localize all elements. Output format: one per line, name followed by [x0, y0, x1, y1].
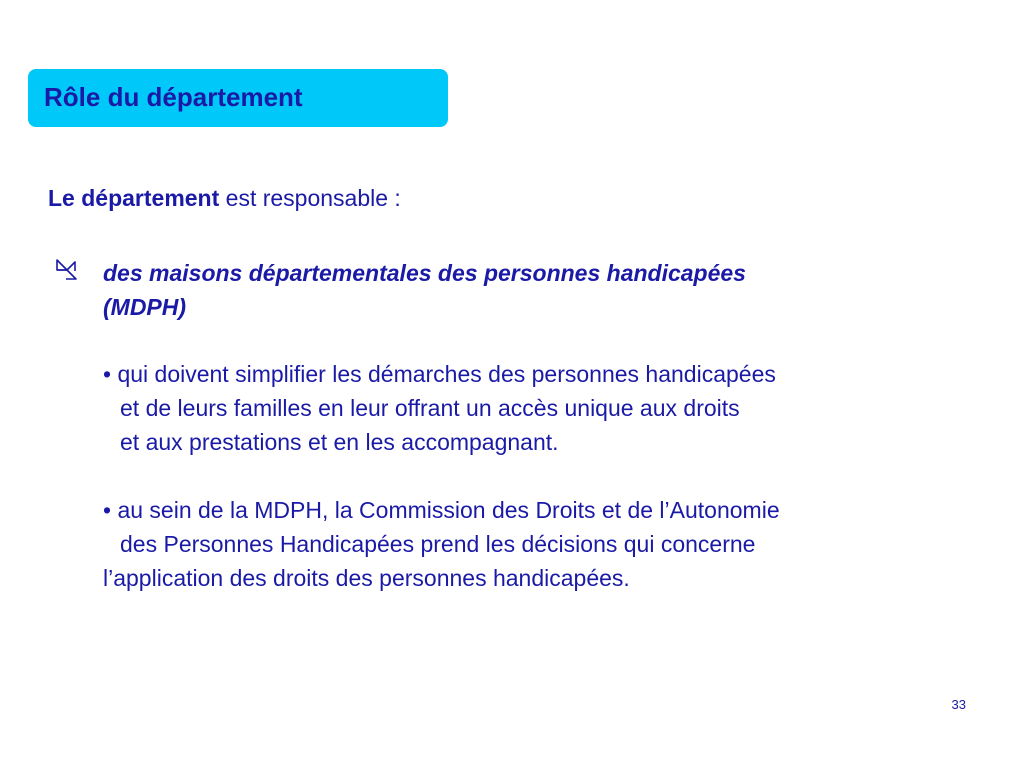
mdph-line-1: des maisons départementales des personnes handicapées	[103, 260, 746, 286]
page-number: 33	[951, 697, 966, 712]
bullet-simplify-line-3: et aux prestations et en les accompagnant.	[120, 429, 559, 455]
bullet-commission-line-1: • au sein de la MDPH, la Commission des Droits et de l’Autonomie	[103, 497, 780, 523]
bullet-simplify	[103, 357, 776, 459]
bullet-simplify-line-2: et de leurs familles en leur offrant un accès unique aux droits	[120, 395, 740, 421]
bullet-simplify-line-1: • qui doivent simplifier les démarches des personnes handicapées	[103, 361, 776, 387]
intro-sentence	[48, 181, 401, 215]
intro-bold: Le département	[48, 185, 220, 211]
intro-rest: est responsable :	[219, 185, 401, 211]
mdph-line-2: (MDPH)	[103, 294, 187, 320]
bullet-commission-line-3: l’application des droits des personnes handicapées.	[103, 565, 630, 591]
bullet-commission	[103, 493, 780, 595]
slide-title-box	[28, 69, 448, 127]
mdph-heading	[103, 256, 746, 324]
bullet-commission-line-2: des Personnes Handicapées prend les décisions qui concerne	[120, 531, 756, 557]
hollow-arrow-icon	[54, 257, 80, 283]
slide-title: Rôle du département	[44, 81, 303, 112]
